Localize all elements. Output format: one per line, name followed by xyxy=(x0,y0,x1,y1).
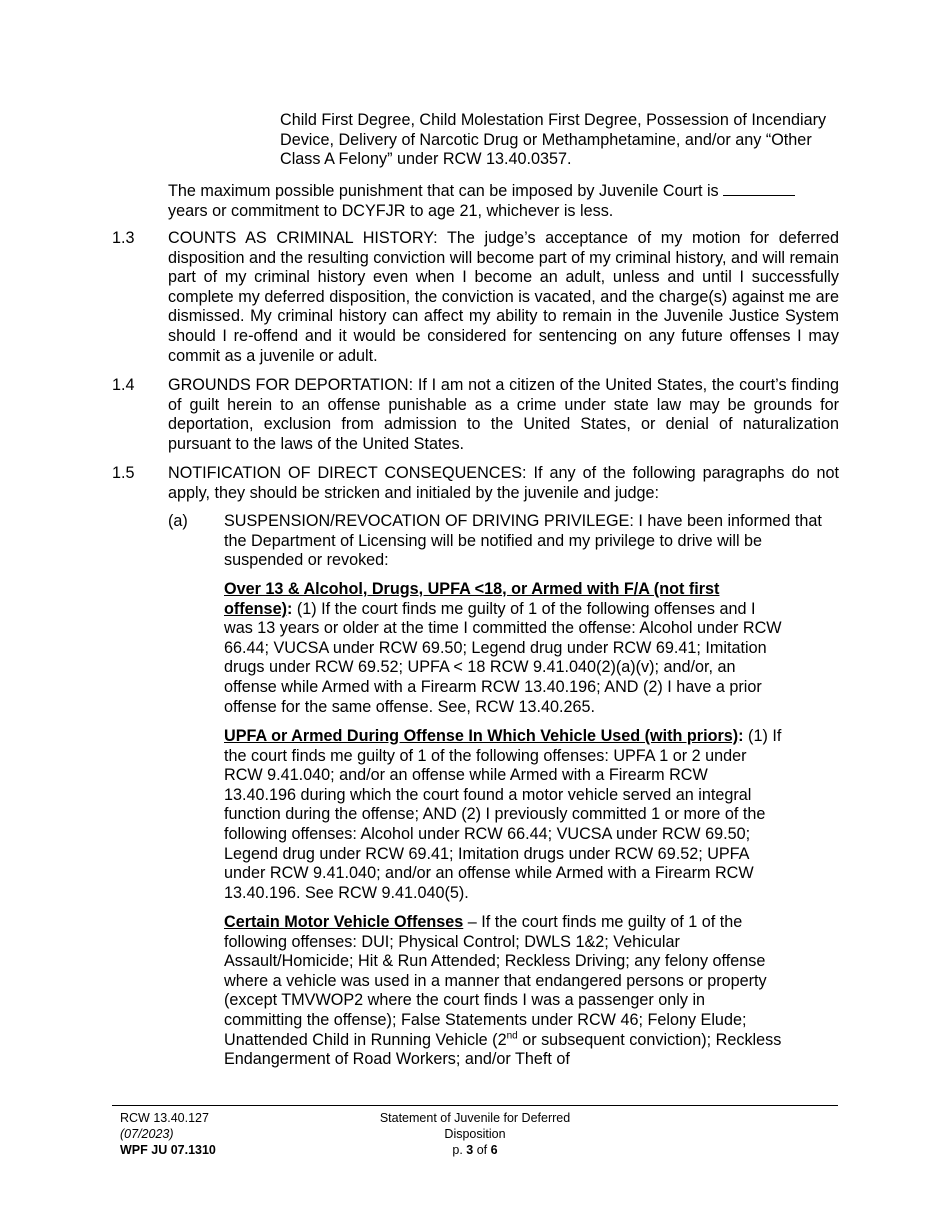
footer-page-of: of xyxy=(476,1143,488,1157)
paragraph-over-13-heading: Over 13 & Alcohol, Drugs, UPFA <18, or Armed with F/A (not first offense) xyxy=(224,580,720,618)
section-1-4-deportation: GROUNDS FOR DEPORTATION: If I am not a citizen of the United States, the court’s finding of guilt herein to an offense punishable as a crime under state law may be grounds for deportation, exclusion from admission to the United States, or denial of naturalization pursuant to the laws of the United States. xyxy=(168,376,839,453)
section-1-3-criminal-history: COUNTS AS CRIMINAL HISTORY: The judge’s acceptance of my motion for deferred disposition and the resulting conviction will become part of my criminal history, and will remain part of my criminal history even when I become an adult, unless and until I successfully complete my deferred disposition, the conviction is vacated, and the charge(s) against me are dismissed. My criminal history can affect my ability to remain in the Juvenile Justice System should I re-offend and it would be considered for sentencing on any future offenses I may commit as a juvenile or adult. xyxy=(168,229,839,365)
ordinal-superscript: nd xyxy=(506,1030,518,1042)
footer-form-title-line2: Disposition xyxy=(444,1127,506,1141)
paragraph-over-13-alcohol-drugs xyxy=(224,580,784,717)
paragraph-motor-heading: Certain Motor Vehicle Offenses xyxy=(224,913,464,931)
footer-page-number xyxy=(345,1142,605,1158)
footer-left xyxy=(120,1110,216,1158)
section-number-1-4: 1.4 xyxy=(112,376,135,394)
paragraph-over-13-body: (1) If the court finds me guilty of 1 of the following offenses and I was 13 years or older at the time I committed the offense: Alcohol under RCW 66.44; VUCSA under RCW 69.50; Legend drug under RCW 69.41; Imitation drugs under RCW 69.52; UPFA < 18 RCW 9.41.040(2)(a)(v); and/or, an offense while Armed with a Firearm RCW 13.40.196; AND (2) I have a prior offense for the same offense. See, RCW 13.40.265. xyxy=(224,599,782,716)
section-number-1-5: 1.5 xyxy=(112,464,135,482)
max-punishment-text: The maximum possible punishment that can be imposed by Juvenile Court is xyxy=(168,182,719,200)
footer-rcw: RCW 13.40.127 xyxy=(120,1111,209,1125)
paragraph-motor-body-continued: or subsequent conviction); Reckless Endangerment of Road Workers; and/or Theft of xyxy=(224,1030,782,1069)
paragraph-upfa-armed-vehicle xyxy=(224,727,784,903)
footer-date: (07/2023) xyxy=(120,1127,174,1141)
footer-page-total: 6 xyxy=(490,1143,498,1157)
footer-divider xyxy=(112,1105,838,1106)
paragraph-upfa-heading: UPFA or Armed During Offense In Which Vehicle Used (with priors) xyxy=(224,727,739,745)
footer-form-id: WPF JU 07.1310 xyxy=(120,1143,216,1157)
paragraph-motor-vehicle-offenses xyxy=(224,913,784,1070)
footer-form-title: Statement of Juvenile for Deferred xyxy=(379,1111,571,1125)
section-number-1-3: 1.3 xyxy=(112,229,135,247)
max-punishment-statement xyxy=(168,180,848,221)
paragraph-upfa-heading-colon: : xyxy=(738,727,744,745)
paragraph-upfa-body: (1) If the court finds me guilty of 1 of the following offenses: UPFA 1 or 2 under RCW 9.41.040; and/or an offense while Armed with a Firearm RCW 13.40.196 during which the court found a motor vehicle served an integral function during the offense; AND (2) I previously committed 1 or more of the following offenses: Alcohol under RCW 66.44; VUCSA under RCW 69.50; Legend drug under RCW 69.41; Imitation drugs under RCW 69.52; UPFA under RCW 9.41.040; and/or an offense while Armed with a Firearm RCW 13.40.196. See RCW 9.41.040(5). xyxy=(224,727,782,902)
section-1-5-direct-consequences: NOTIFICATION OF DIRECT CONSEQUENCES: If any of the following paragraphs do not apply, they should be stricken and initialed by the juvenile and judge: xyxy=(168,464,839,502)
max-punishment-years-blank[interactable] xyxy=(723,180,795,196)
paragraph-motor-body: – If the court finds me guilty of 1 of the following offenses: DUI; Physical Control; DWLS 1&2; Vehicular Assault/Homicide; Hit & Run Attended; Reckless Driving; any felony offense where a vehicle was used in a manner that endangered persons or property (except TMVWOP2 where the court finds I was a passenger only in committing the offense); False Statements under RCW 46; Felony Elude; Unattended Child in Running Vehicle (2 xyxy=(224,913,767,1049)
paragraph-over-13-heading-colon: : xyxy=(286,599,293,618)
footer-page-prefix: p. xyxy=(452,1143,463,1157)
subsection-a-label: (a) xyxy=(168,512,188,530)
footer-center xyxy=(345,1110,605,1158)
footer-page-current: 3 xyxy=(466,1143,474,1157)
max-punishment-text-continued: years or commitment to DCYFJR to age 21, whichever is less. xyxy=(168,201,614,220)
subsection-a-driving-privilege: SUSPENSION/REVOCATION OF DRIVING PRIVILEGE: I have been informed that the Department of Licensing will be notified and my privilege to drive will be suspended or revoked: xyxy=(224,512,822,570)
offense-list-continuation: Child First Degree, Child Molestation First Degree, Possession of Incendiary Device, Delivery of Narcotic Drug or Methamphetamine, and/or any “Other Class A Felony” under RCW 13.40.0357. xyxy=(280,111,827,169)
